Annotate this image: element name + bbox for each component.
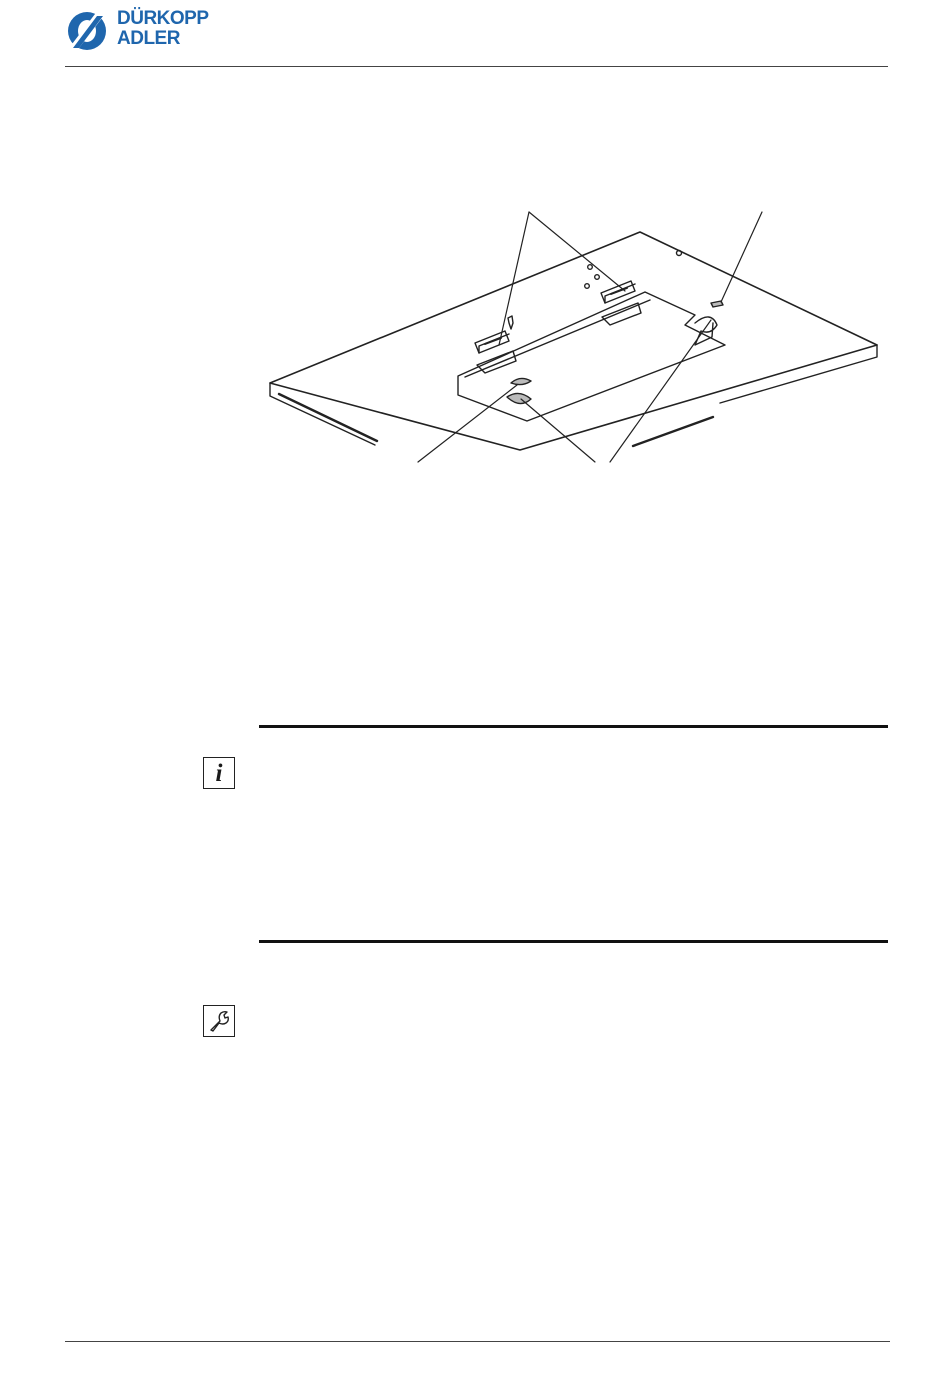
screw (508, 316, 513, 329)
callout-line-1b (529, 212, 625, 291)
logo-mark-icon (65, 10, 113, 52)
brand-name (117, 9, 209, 49)
table-top-outline (270, 232, 877, 450)
table-plate-illustration (265, 205, 895, 465)
brand-logo (65, 8, 235, 54)
callout-line-5 (610, 320, 711, 462)
brand-line-2: ADLER (117, 28, 180, 49)
note-top-rule (259, 725, 888, 728)
hinge-left (475, 331, 516, 373)
callout-line-3 (418, 385, 517, 462)
footer-divider (65, 1341, 890, 1342)
info-icon: i (203, 757, 235, 789)
note-bottom-rule (259, 940, 888, 943)
header-divider (65, 66, 888, 67)
magnet-upper (511, 378, 531, 384)
wrench-icon (203, 1005, 235, 1037)
magnet-lower (507, 393, 531, 403)
callout-line-2 (721, 212, 762, 302)
brand-line-1: DÜRKOPP (117, 8, 209, 29)
